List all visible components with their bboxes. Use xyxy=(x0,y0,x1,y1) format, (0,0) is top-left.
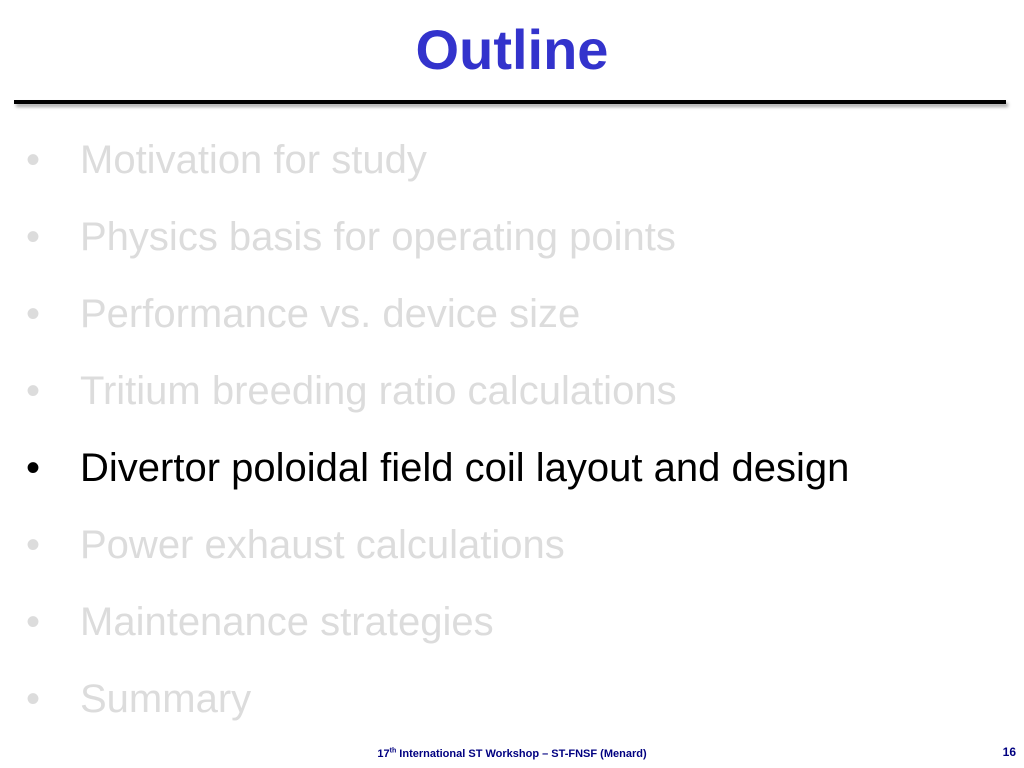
outline-item xyxy=(0,584,1024,661)
outline-item xyxy=(0,276,1024,353)
bullet-icon: • xyxy=(26,292,41,336)
outline-item xyxy=(0,661,1024,738)
footer-text: International ST Workshop – ST-FNSF (Menard) xyxy=(396,748,647,760)
outline-item xyxy=(0,199,1024,276)
outline-item-label: Maintenance strategies xyxy=(80,600,494,644)
footer-number: 17 xyxy=(377,748,390,760)
outline-item-label: Physics basis for operating points xyxy=(80,215,676,259)
outline-item-label: Divertor poloidal field coil layout and design xyxy=(80,446,850,490)
outline-item-current xyxy=(0,430,1024,507)
bullet-icon: • xyxy=(26,677,41,721)
slide-title: Outline xyxy=(415,18,609,81)
outline-item xyxy=(0,353,1024,430)
outline-item xyxy=(0,507,1024,584)
outline-item-label: Tritium breeding ratio calculations xyxy=(80,369,677,413)
bullet-icon: • xyxy=(26,600,41,644)
outline-list xyxy=(0,122,1024,738)
outline-item-label: Power exhaust calculations xyxy=(80,523,565,567)
page-number: 16 xyxy=(1002,745,1016,759)
outline-item-label: Performance vs. device size xyxy=(80,292,581,336)
outline-item xyxy=(0,122,1024,199)
bullet-icon: • xyxy=(26,446,41,490)
footer-superscript: th xyxy=(389,747,397,755)
bullet-icon: • xyxy=(26,138,41,182)
bullet-icon: • xyxy=(26,369,41,413)
bullet-icon: • xyxy=(26,215,41,259)
outline-item-label: Motivation for study xyxy=(80,138,427,182)
outline-item-label: Summary xyxy=(80,677,252,721)
bullet-icon: • xyxy=(26,523,41,567)
slide-footer xyxy=(0,746,1024,762)
title-divider xyxy=(14,100,1006,104)
